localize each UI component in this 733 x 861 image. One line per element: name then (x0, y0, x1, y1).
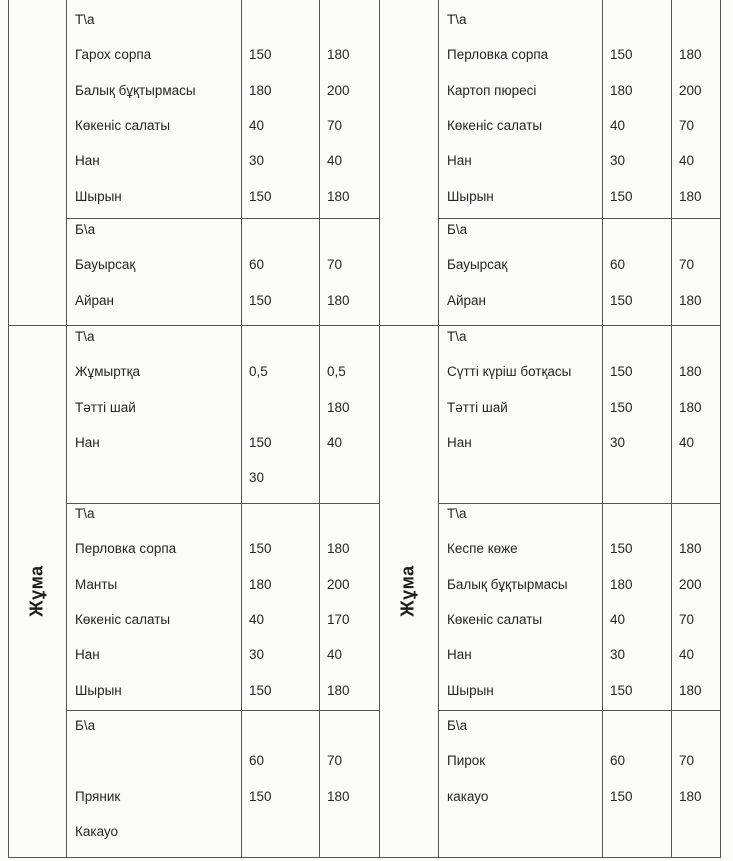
portion-small: 180 (249, 577, 272, 592)
portion-small: 30 (610, 435, 626, 450)
dish-name: Айран (447, 293, 487, 308)
dish-name: Пряник (75, 789, 121, 804)
portion-large: 180 (679, 789, 702, 804)
portion-small: 40 (249, 612, 265, 627)
meal-header: Б\а (447, 718, 468, 733)
portion-small: 60 (610, 753, 626, 768)
dish-name: Тәтті шай (75, 400, 136, 415)
portion-large: 70 (679, 753, 695, 768)
dish-name: Какауо (75, 824, 119, 839)
portion-large: 200 (679, 83, 702, 98)
portion-large: 70 (679, 118, 695, 133)
portion-small: 150 (249, 47, 272, 62)
grid-line (8, 857, 720, 858)
portion-small: 30 (249, 470, 265, 485)
dish-name: Көкеніс салаты (447, 612, 543, 627)
portion-large: 180 (679, 47, 702, 62)
dish-name: Көкеніс салаты (75, 612, 171, 627)
portion-small: 150 (249, 189, 272, 204)
grid-line (66, 0, 67, 858)
portion-large: 180 (679, 400, 702, 415)
portion-small: 30 (249, 647, 265, 662)
portion-large: 200 (327, 577, 350, 592)
grid-line (438, 218, 720, 219)
portion-small: 40 (610, 118, 626, 133)
dish-name: Тәтті шай (447, 400, 508, 415)
portion-large: 40 (679, 647, 695, 662)
portion-small: 150 (610, 47, 633, 62)
dish-name: Шырын (447, 683, 494, 698)
portion-small: 150 (249, 541, 272, 556)
portion-large: 40 (327, 435, 343, 450)
meal-header: Б\а (447, 222, 468, 237)
dish-name: Шырын (447, 189, 494, 204)
meal-header: Т\а (447, 506, 467, 521)
dish-name: Перловка сорпа (447, 47, 549, 62)
portion-large: 180 (327, 541, 350, 556)
portion-large: 180 (679, 189, 702, 204)
portion-large: 170 (327, 612, 350, 627)
grid-line (66, 218, 379, 219)
portion-large: 180 (327, 189, 350, 204)
grid-line (319, 0, 320, 858)
portion-small: 30 (610, 647, 626, 662)
portion-small: 150 (249, 683, 272, 698)
meal-header: Т\а (75, 506, 95, 521)
dish-name: Нан (447, 435, 472, 450)
portion-large: 0,5 (327, 364, 346, 379)
portion-large: 70 (327, 118, 343, 133)
portion-small: 150 (249, 435, 272, 450)
dish-name: Нан (75, 153, 100, 168)
dish-name: Балық бұқтырмасы (447, 577, 568, 592)
portion-small: 40 (249, 118, 265, 133)
portion-small: 30 (610, 153, 626, 168)
dish-name: Жұмыртқа (75, 364, 141, 379)
portion-large: 40 (679, 435, 695, 450)
portion-small: 150 (610, 683, 633, 698)
portion-large: 180 (679, 541, 702, 556)
portion-small: 60 (249, 257, 265, 272)
dish-name: Нан (75, 647, 100, 662)
portion-large: 70 (679, 612, 695, 627)
grid-line (602, 0, 603, 858)
portion-large: 70 (327, 257, 343, 272)
portion-large: 180 (327, 683, 350, 698)
dish-name: Айран (75, 293, 115, 308)
portion-small: 150 (610, 364, 633, 379)
portion-small: 150 (610, 400, 633, 415)
day-label-right: Жұма (397, 565, 418, 617)
meal-header: Т\а (75, 329, 95, 344)
portion-small: 60 (610, 257, 626, 272)
meal-header: Т\а (447, 12, 467, 27)
dish-name: Шырын (75, 189, 122, 204)
portion-large: 40 (327, 153, 343, 168)
dish-name: Балық бұқтырмасы (75, 83, 196, 98)
dish-name: Бауырсақ (75, 257, 136, 272)
grid-line (671, 0, 672, 858)
portion-large: 180 (679, 364, 702, 379)
portion-small: 180 (610, 83, 633, 98)
meal-header: Б\а (75, 718, 96, 733)
dish-name: Нан (75, 435, 100, 450)
dish-name: Картоп пюресі (447, 83, 537, 98)
grid-line (8, 0, 9, 858)
dish-name: Гарох сорпа (75, 47, 152, 62)
portion-large: 180 (327, 47, 350, 62)
portion-large: 180 (327, 400, 350, 415)
dish-name: Көкеніс салаты (75, 118, 171, 133)
portion-large: 40 (327, 647, 343, 662)
day-label-left: Жұма (26, 565, 47, 617)
portion-large: 180 (327, 789, 350, 804)
meal-header: Б\а (75, 222, 96, 237)
portion-large: 70 (679, 257, 695, 272)
dish-name: Пирок (447, 753, 486, 768)
grid-line (241, 0, 242, 858)
portion-large: 70 (327, 753, 343, 768)
grid-line (438, 0, 439, 858)
dish-name: Нан (447, 153, 472, 168)
portion-small: 180 (610, 577, 633, 592)
portion-large: 180 (679, 683, 702, 698)
portion-large: 180 (679, 293, 702, 308)
portion-small: 150 (249, 789, 272, 804)
dish-name: какауо (447, 789, 489, 804)
grid-line (66, 710, 379, 711)
portion-small: 150 (610, 293, 633, 308)
portion-small: 150 (249, 293, 272, 308)
grid-line (8, 325, 720, 326)
meal-header: Т\а (75, 12, 95, 27)
portion-small: 180 (249, 83, 272, 98)
portion-small: 150 (610, 789, 633, 804)
portion-large: 180 (327, 293, 350, 308)
dish-name: Көкеніс салаты (447, 118, 543, 133)
grid-line (720, 0, 721, 858)
grid-line (438, 503, 720, 504)
grid-line (66, 503, 379, 504)
portion-small: 0,5 (249, 364, 268, 379)
portion-small: 60 (249, 753, 265, 768)
portion-large: 40 (679, 153, 695, 168)
portion-large: 200 (327, 83, 350, 98)
dish-name: Нан (447, 647, 472, 662)
dish-name: Манты (75, 577, 118, 592)
dish-name: Сүтті күріш ботқасы (447, 364, 572, 379)
portion-small: 40 (610, 612, 626, 627)
dish-name: Перловка сорпа (75, 541, 177, 556)
portion-small: 30 (249, 153, 265, 168)
dish-name: Бауырсақ (447, 257, 508, 272)
grid-line (379, 0, 380, 858)
portion-large: 200 (679, 577, 702, 592)
grid-line (438, 710, 720, 711)
dish-name: Шырын (75, 683, 122, 698)
meal-header: Т\а (447, 329, 467, 344)
portion-small: 150 (610, 189, 633, 204)
dish-name: Кеспе көже (447, 541, 518, 556)
portion-small: 150 (610, 541, 633, 556)
